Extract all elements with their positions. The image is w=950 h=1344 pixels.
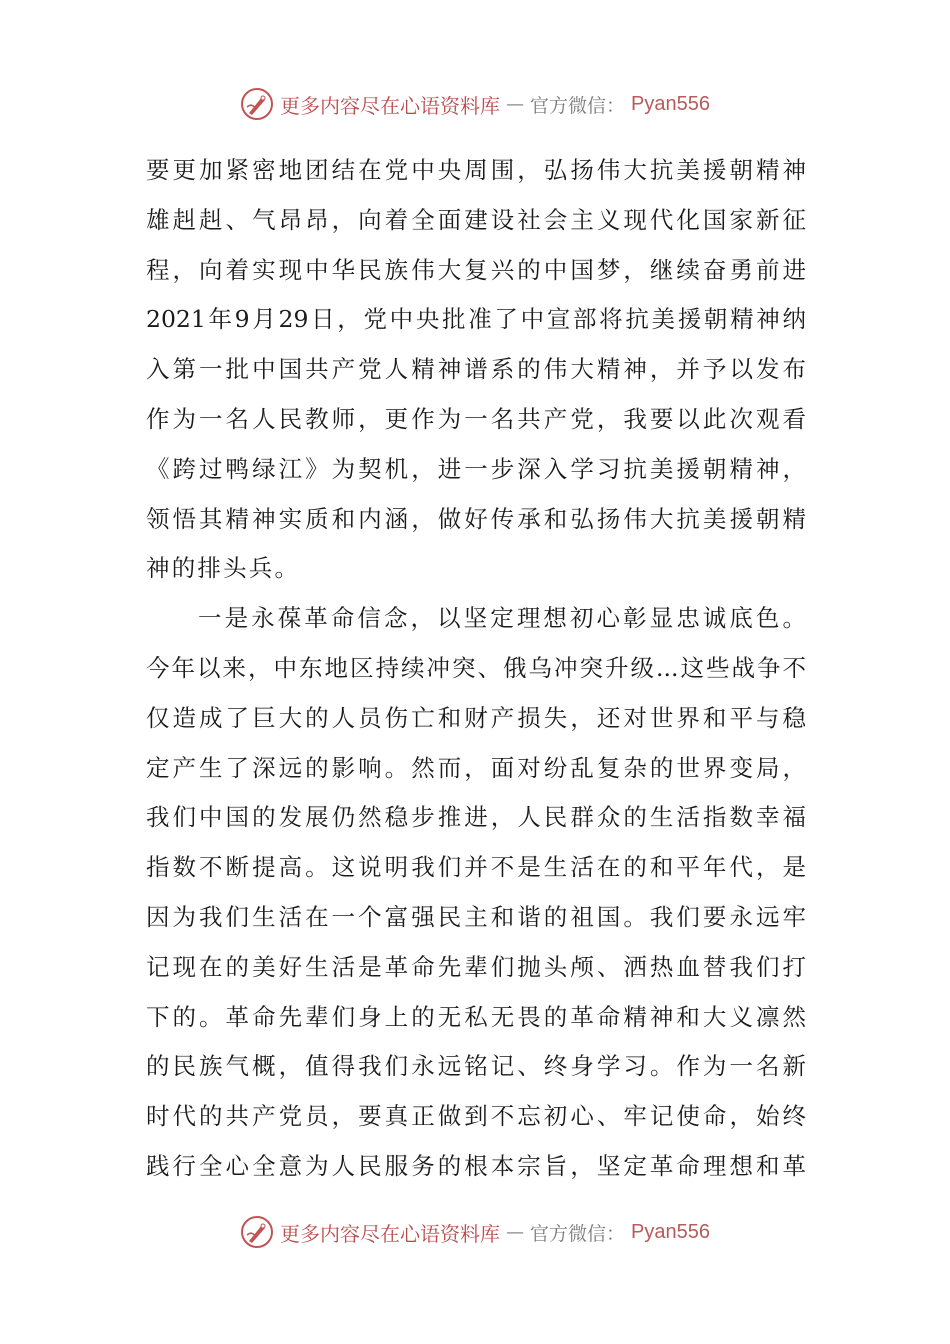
text-line: 仅造成了巨大的人员伤亡和财产损失，还对世界和平与稳 [146, 703, 806, 732]
text-line: 今年以来，中东地区持续冲突、俄乌冲突升级...这些战争不 [146, 653, 806, 682]
text-line: 下的。革命先辈们身上的无私无畏的革命精神和大义凛然 [146, 1002, 806, 1031]
text-line: 要更加紧密地团结在党中央周围，弘扬伟大抗美援朝精神 [146, 156, 806, 184]
watermark-wechat-id: Pyan556 [631, 1220, 710, 1243]
watermark-wechat-label: 官方微信： [530, 1222, 626, 1245]
text-line: 的民族气概，值得我们永远铭记、终身学习。作为一名新 [146, 1052, 806, 1081]
text-line: 指数不断提高。这说明我们并不是生活在的和平年代，是 [146, 853, 806, 882]
text-line: 定产生了深远的影响。然而，面对纷乱复杂的世界变局， [146, 753, 806, 782]
watermark-separator: — [506, 1221, 524, 1243]
text-line: 一是永葆革命信念，以坚定理想初心彰显忠诚底色。 [198, 604, 806, 633]
text-line: 我们中国的发展仍然稳步推进，人民群众的生活指数幸福 [146, 803, 806, 832]
text-line: 雄赳赳、气昂昂，向着全面建设社会主义现代化国家新征 [146, 205, 806, 234]
watermark-wechat-id: Pyan556 [631, 92, 710, 115]
text-line: 践行全心全意为人民服务的根本宗旨，坚定革命理想和革 [146, 1151, 806, 1180]
text-line: 时代的共产党员，要真正做到不忘初心、牢记使命，始终 [146, 1102, 806, 1131]
text-line: 领悟其精神实质和内涵，做好传承和弘扬伟大抗美援朝精 [146, 504, 806, 533]
watermark-site-text: 更多内容尽在心语资料库 [280, 1221, 500, 1246]
footer-watermark [0, 1212, 950, 1252]
pen-logo-icon [240, 87, 274, 121]
text-line: 程，向着实现中华民族伟大复兴的中国梦，继续奋勇前进 [146, 255, 806, 284]
text-line: 因为我们生活在一个富强民主和谐的祖国。我们要永远牢 [146, 902, 806, 931]
pen-logo-icon [240, 1215, 274, 1249]
text-line: 记现在的美好生活是革命先辈们抛头颅、洒热血替我们打 [146, 952, 806, 981]
text-line: 神的排头兵。 [146, 554, 301, 583]
watermark-separator: — [506, 93, 524, 115]
text-line: 入第一批中国共产党人精神谱系的伟大精神，并予以发布 [146, 355, 806, 384]
text-line: 2021年9月29日，党中央批准了中宣部将抗美援朝精神纳 [146, 305, 806, 334]
document-body [146, 146, 806, 1192]
watermark-wechat-label: 官方微信： [530, 94, 626, 117]
text-line: 作为一名人民教师，更作为一名共产党，我要以此次观看 [146, 404, 806, 433]
text-line: 《跨过鸭绿江》为契机，进一步深入学习抗美援朝精神， [146, 454, 806, 483]
watermark-site-text: 更多内容尽在心语资料库 [280, 93, 500, 118]
header-watermark [0, 84, 950, 124]
